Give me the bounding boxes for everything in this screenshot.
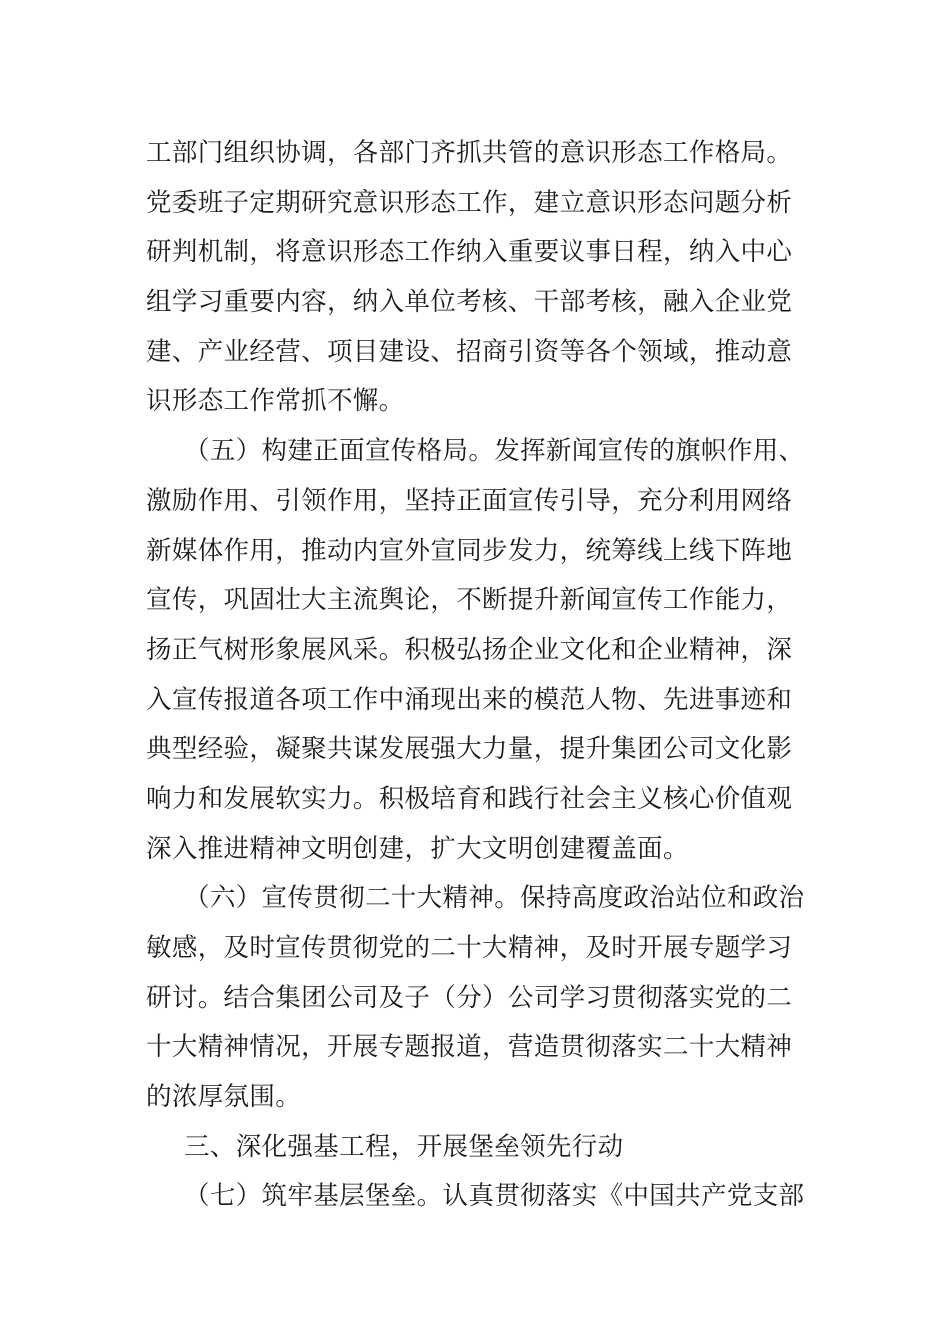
text-line: 激励作用、引领作用，坚持正面宣传引导，充分利用网络 — [146, 485, 793, 516]
text-line: 新媒体作用，推动内宣外宣同步发力，统筹线上线下阵地 — [146, 535, 793, 566]
text-line: 党委班子定期研究意识形态工作，建立意识形态问题分析 — [146, 187, 793, 218]
text-line: 研讨。结合集团公司及子（分）公司学习贯彻落实党的二 — [146, 982, 793, 1013]
text-line: 识形态工作常抓不懈。 — [146, 386, 405, 417]
text-line: 建、产业经营、项目建设、招商引资等各个领域，推动意 — [146, 336, 793, 367]
paragraph-start-line: （七）筑牢基层堡垒。认真贯彻落实《中国共产党支部 — [184, 1181, 805, 1212]
text-line: 典型经验，凝聚共谋发展强大力量，提升集团公司文化影 — [146, 734, 793, 765]
paragraph-start-line: （五）构建正面宣传格局。发挥新闻宣传的旗帜作用、 — [184, 436, 805, 467]
section-heading: 三、深化强基工程，开展堡垒领先行动 — [184, 1131, 624, 1162]
text-line: 入宣传报道各项工作中涌现出来的模范人物、先进事迹和 — [146, 684, 793, 715]
paragraph-start-line: （六）宣传贯彻二十大精神。保持高度政治站位和政治 — [184, 883, 805, 914]
text-line: 响力和发展软实力。积极培育和践行社会主义核心价值观 — [146, 783, 793, 814]
text-line: 深入推进精神文明创建，扩大文明创建覆盖面。 — [146, 833, 689, 864]
text-line: 的浓厚氛围。 — [146, 1082, 302, 1113]
document-body — [146, 129, 808, 1222]
text-line: 工部门组织协调，各部门齐抓共管的意识形态工作格局。 — [146, 138, 793, 168]
text-line: 十大精神情况，开展专题报道，营造贯彻落实二十大精神 — [146, 1032, 793, 1063]
text-line: 敏感，及时宣传贯彻党的二十大精神，及时开展专题学习 — [146, 933, 793, 963]
text-line: 宣传，巩固壮大主流舆论，不断提升新闻宣传工作能力， — [146, 585, 793, 616]
text-line: 组学习重要内容，纳入单位考核、干部考核，融入企业党 — [146, 287, 793, 318]
text-line: 扬正气树形象展风采。积极弘扬企业文化和企业精神，深 — [146, 634, 793, 665]
text-line: 研判机制，将意识形态工作纳入重要议事日程，纳入中心 — [146, 237, 793, 268]
